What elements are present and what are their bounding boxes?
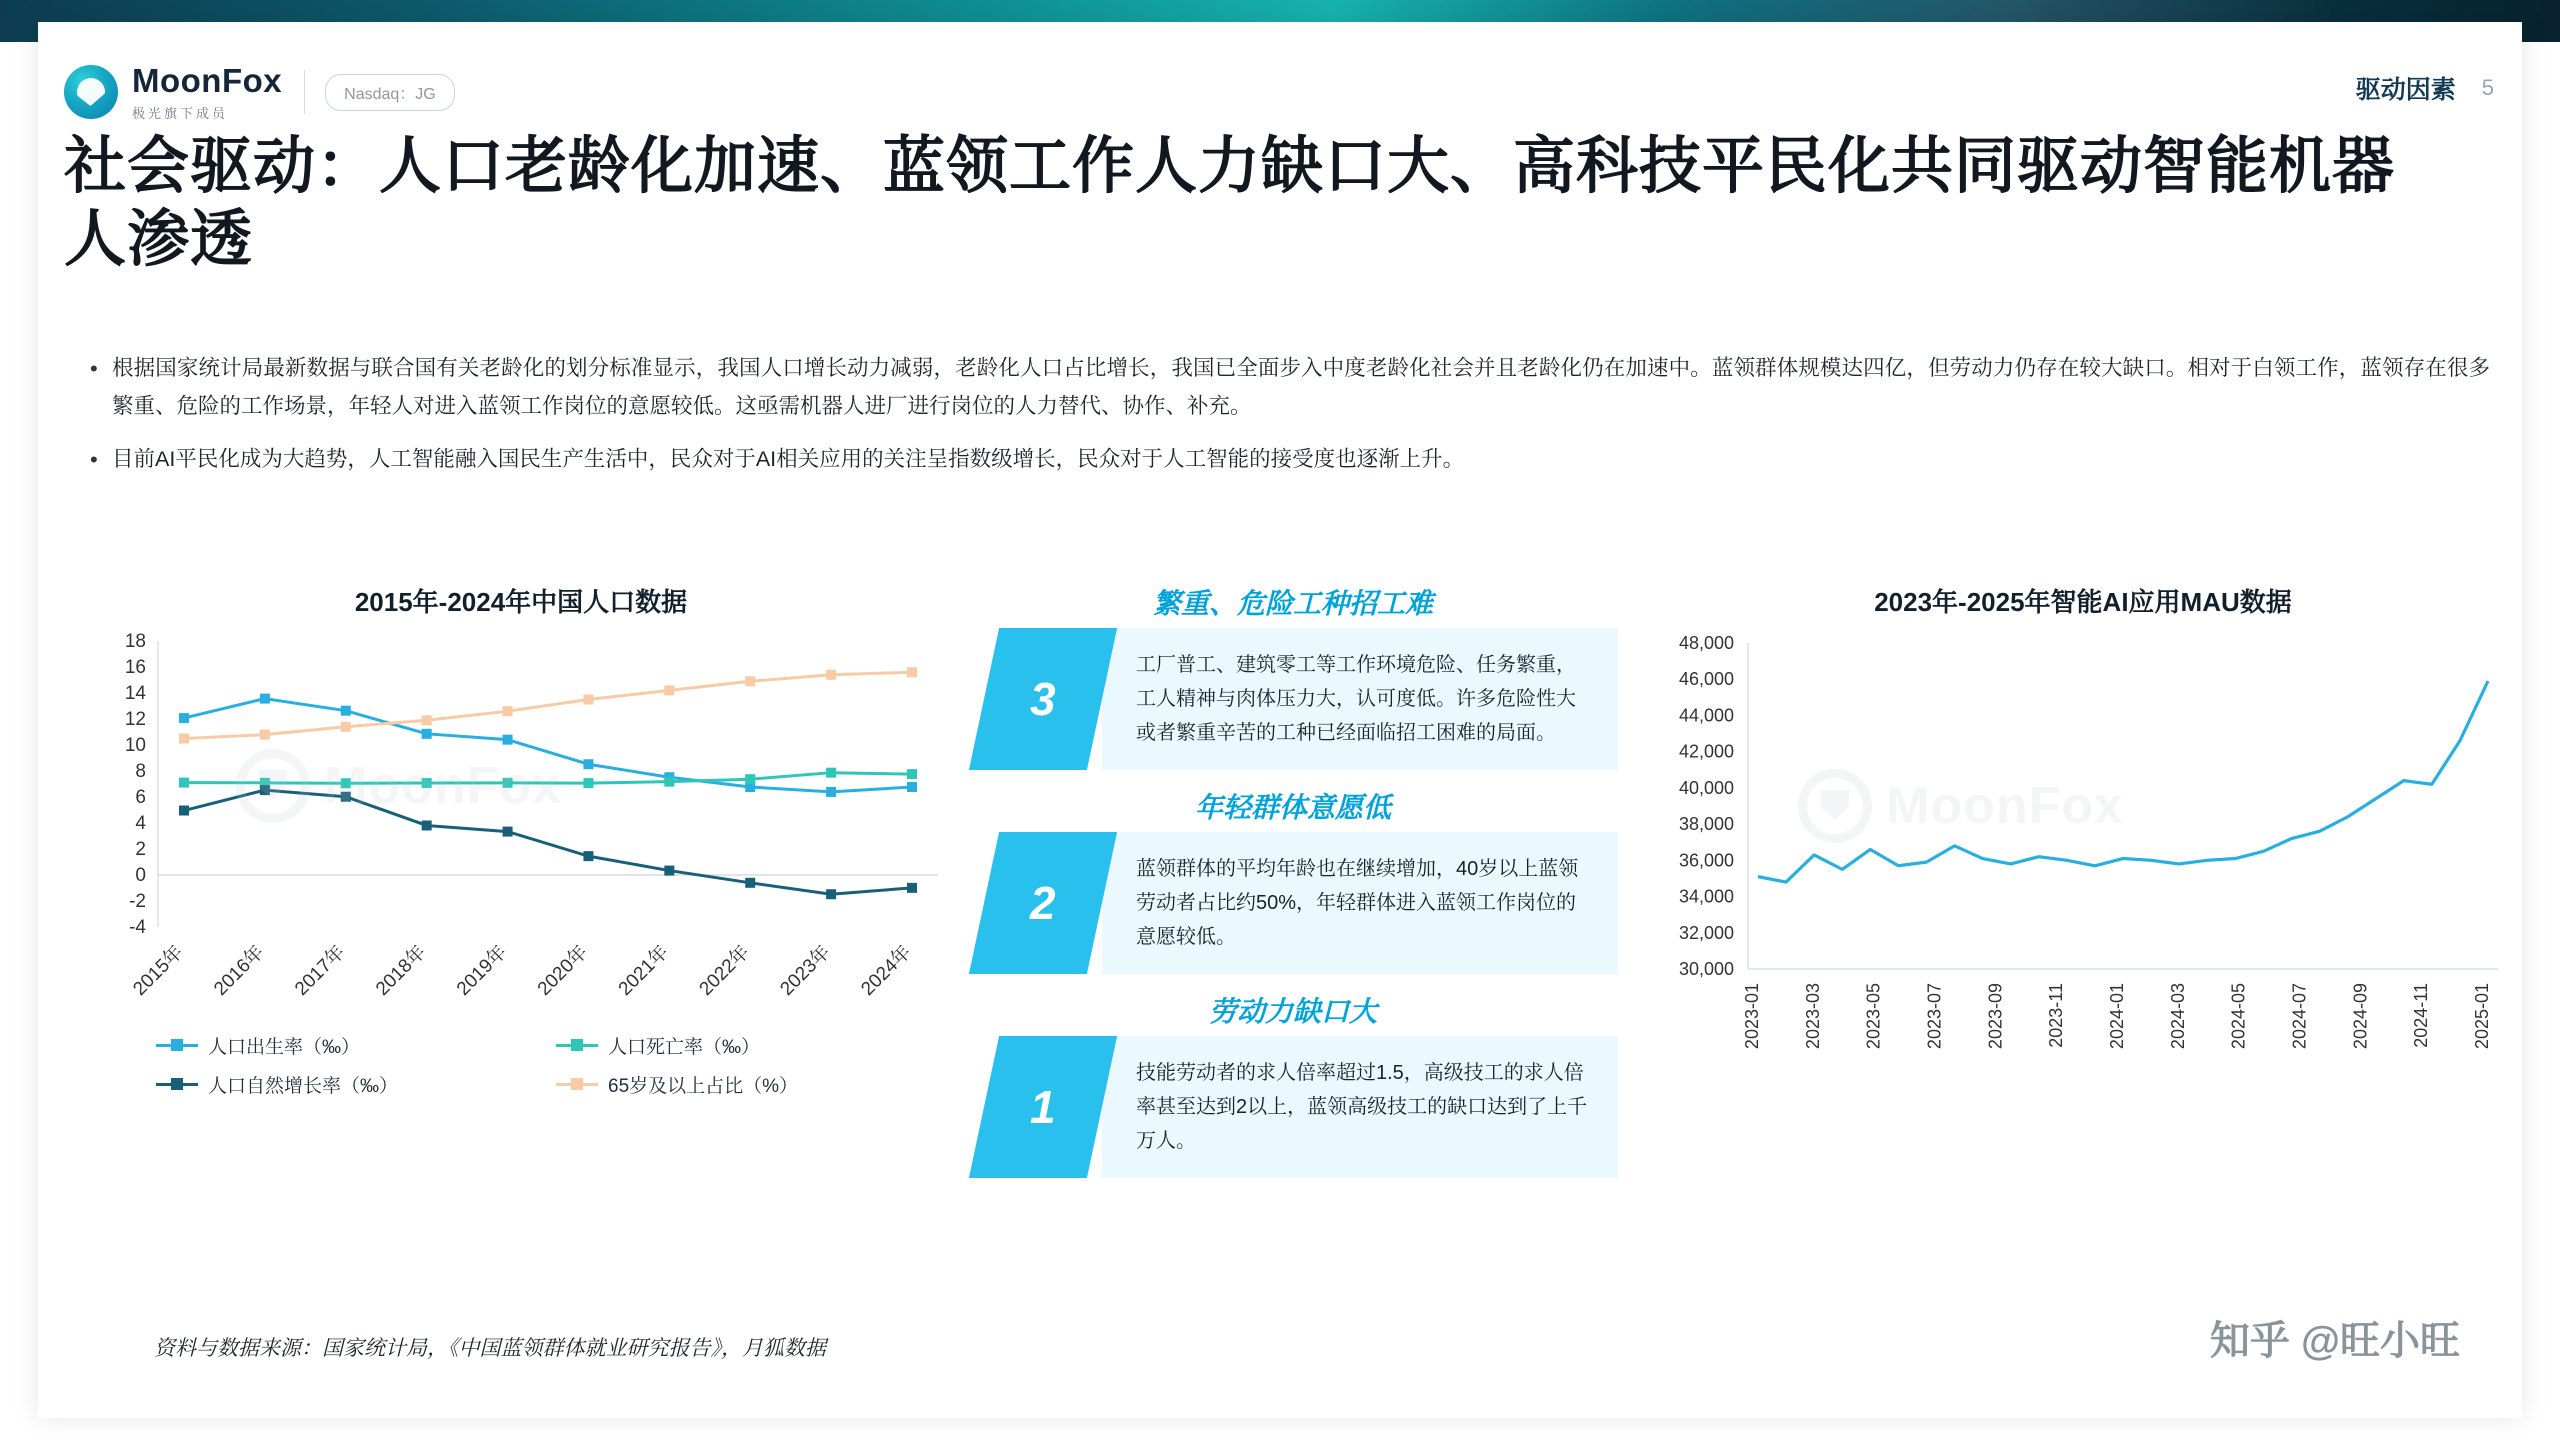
brand-subtitle: 极光旗下成员	[132, 106, 229, 121]
svg-text:2020年: 2020年	[533, 941, 592, 1000]
svg-text:2024-09: 2024-09	[2350, 983, 2371, 1050]
svg-text:2023-03: 2023-03	[1802, 983, 1823, 1050]
driver-number-badge	[969, 628, 1117, 770]
legend-item	[156, 1071, 556, 1098]
svg-text:2023-11: 2023-11	[2046, 983, 2067, 1048]
svg-text:-4: -4	[129, 917, 146, 938]
driver-number-badge	[969, 832, 1117, 974]
svg-text:2016年: 2016年	[210, 941, 269, 1000]
svg-text:2023-05: 2023-05	[1863, 983, 1884, 1050]
svg-text:4: 4	[135, 813, 146, 834]
svg-text:16: 16	[124, 657, 146, 678]
svg-text:8: 8	[135, 761, 146, 782]
brand-logo	[64, 62, 455, 122]
header-divider	[304, 70, 305, 114]
svg-text:2015年: 2015年	[129, 941, 188, 1000]
svg-text:2024-03: 2024-03	[2167, 983, 2188, 1050]
driver-card-3	[968, 582, 1618, 770]
bullet-list	[90, 350, 2490, 496]
svg-text:2024-05: 2024-05	[2228, 983, 2249, 1050]
svg-text:2025-01: 2025-01	[2472, 983, 2492, 1050]
svg-text:10: 10	[124, 735, 146, 756]
svg-text:38,000: 38,000	[1678, 814, 1734, 835]
svg-text:2024-07: 2024-07	[2289, 983, 2310, 1050]
driver-number-badge	[969, 1036, 1117, 1178]
watermark-text: MoonFox	[1886, 777, 2125, 835]
svg-text:2024年: 2024年	[857, 941, 916, 1000]
legend-item	[556, 1071, 956, 1098]
svg-text:14: 14	[124, 683, 146, 704]
nasdaq-badge: Nasdaq：JG	[325, 74, 455, 111]
svg-text:2023年: 2023年	[776, 941, 835, 1000]
section-label: 驱动因素	[2355, 76, 2456, 104]
svg-text:2021年: 2021年	[614, 941, 673, 1000]
right-chart-column	[1648, 582, 2518, 1124]
svg-text:2024-01: 2024-01	[2107, 983, 2127, 1050]
right-chart-title: 2023年-2025年智能AI应用MAU数据	[1874, 587, 2292, 617]
driver-number: 2	[1030, 877, 1056, 929]
legend-swatch	[156, 1044, 198, 1047]
bullet-text: 根据国家统计局最新数据与联合国有关老龄化的划分标准显示，我国人口增长动力减弱，老龄化人口占比增长，我国已全面步入中度老龄化社会并且老龄化仍在加速中。蓝领群体规模达四亿，但劳动力仍存在较大缺口。相对于白领工作，蓝领存在很多繁重、危险的工作场景，年轻人对进入蓝领工作岗位的意愿较低。这亟需机器人进厂进行岗位的人力替代、协作、补充。	[112, 356, 2490, 418]
svg-text:34,000: 34,000	[1678, 886, 1734, 907]
source-note: 资料与数据来源：国家统计局，《中国蓝领群体就业研究报告》，月狐数据	[154, 1337, 826, 1360]
svg-text:6: 6	[135, 787, 146, 808]
slide-card	[38, 22, 2522, 1418]
drivers-column	[968, 582, 1618, 1194]
legend-swatch	[156, 1083, 198, 1086]
svg-text:46,000: 46,000	[1678, 669, 1734, 690]
svg-text:2017年: 2017年	[291, 941, 350, 1000]
svg-text:0: 0	[135, 865, 146, 886]
legend-item	[156, 1032, 556, 1059]
brand-name: MoonFox	[132, 62, 283, 99]
legend-label: 人口出生率（‰）	[208, 1037, 361, 1058]
svg-text:2: 2	[135, 839, 146, 860]
list-item	[90, 441, 2490, 480]
driver-body: 技能劳动者的求人倍率超过1.5，高级技工的求人倍率甚至达到2以上，蓝领高级技工的缺口达到了上千万人。	[1102, 1036, 1618, 1178]
svg-text:2019年: 2019年	[452, 941, 512, 1000]
svg-text:12: 12	[124, 709, 146, 730]
left-chart-title: 2015年-2024年中国人口数据	[354, 587, 688, 617]
svg-text:48,000: 48,000	[1678, 633, 1734, 653]
svg-text:2018年: 2018年	[372, 941, 431, 1000]
watermark-text: MoonFox	[324, 757, 563, 815]
driver-heading: 年轻群体意愿低	[1194, 792, 1391, 823]
brand-text	[132, 62, 282, 122]
svg-text:2023-01: 2023-01	[1742, 983, 1762, 1050]
svg-text:44,000: 44,000	[1678, 705, 1734, 726]
svg-text:36,000: 36,000	[1678, 850, 1734, 871]
svg-text:32,000: 32,000	[1678, 922, 1734, 943]
zhihu-watermark: 知乎 @旺小旺	[2209, 1319, 2460, 1363]
ai-mau-line-chart	[1648, 629, 2518, 1124]
bullet-dot-icon: •	[90, 356, 98, 381]
moonfox-logo-icon	[64, 65, 118, 119]
population-line-chart	[86, 629, 956, 1024]
svg-text:-2: -2	[129, 891, 146, 912]
bullet-text: 目前AI平民化成为大趋势，人工智能融入国民生产生活中，民众对于AI相关应用的关注呈指数级增长，民众对于人工智能的接受度也逐渐上升。	[112, 447, 1465, 472]
svg-text:2023-07: 2023-07	[1924, 983, 1945, 1050]
left-chart-column	[86, 582, 956, 1110]
legend-swatch	[556, 1083, 598, 1086]
driver-card-2	[968, 786, 1618, 974]
right-chart-svg	[1648, 629, 2518, 1119]
svg-text:18: 18	[124, 631, 146, 652]
list-item	[90, 350, 2490, 425]
svg-text:40,000: 40,000	[1678, 777, 1734, 798]
legend-label: 人口自然增长率（‰）	[208, 1076, 399, 1097]
header-right	[2356, 70, 2494, 106]
bullet-dot-icon: •	[90, 447, 98, 473]
svg-text:30,000: 30,000	[1678, 959, 1734, 979]
legend-label: 65岁及以上占比（%）	[608, 1076, 799, 1097]
svg-text:2022年: 2022年	[695, 941, 754, 1000]
driver-body: 蓝领群体的平均年龄也在继续增加，40岁以上蓝领劳动者占比约50%，年轻群体进入蓝领工作岗位的意愿较低。	[1102, 832, 1618, 974]
svg-text:2023-09: 2023-09	[1985, 983, 2006, 1050]
left-chart-legend	[86, 1032, 956, 1110]
driver-number: 3	[1030, 673, 1056, 725]
legend-swatch	[556, 1044, 598, 1047]
legend-label: 人口死亡率（‰）	[608, 1037, 761, 1058]
svg-text:42,000: 42,000	[1678, 741, 1734, 762]
driver-heading: 繁重、危险工种招工难	[1152, 588, 1433, 619]
page-title: 社会驱动：人口老龄化加速、蓝领工作人力缺口大、高科技平民化共同驱动智能机器人渗透	[64, 132, 2396, 275]
left-chart-svg	[86, 629, 956, 1019]
driver-number: 1	[1030, 1081, 1056, 1133]
driver-card-1	[968, 990, 1618, 1178]
svg-text:2024-11: 2024-11	[2411, 983, 2432, 1048]
page-number: 5	[2481, 75, 2494, 100]
legend-item	[556, 1032, 956, 1059]
driver-heading: 劳动力缺口大	[1208, 996, 1377, 1027]
driver-body: 工厂普工、建筑零工等工作环境危险、任务繁重，工人精神与肉体压力大，认可度低。许多危险性大或者繁重辛苦的工种已经面临招工困难的局面。	[1102, 628, 1618, 770]
